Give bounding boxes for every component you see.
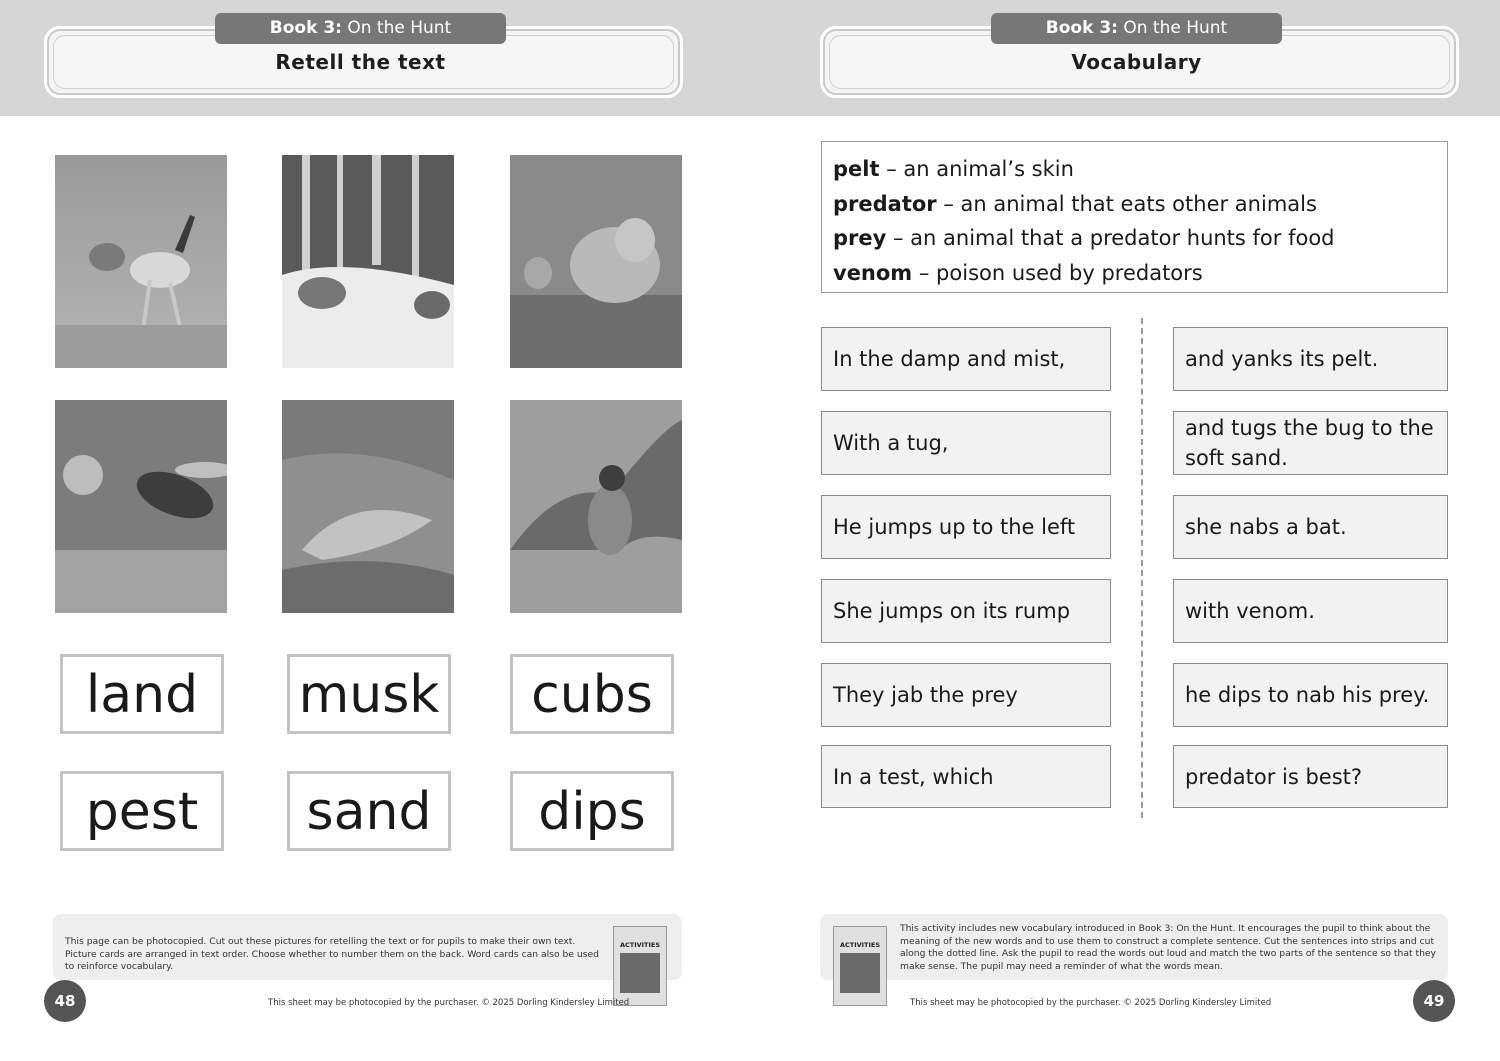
right-page-number: 49: [1413, 980, 1455, 1022]
left-page-number: 48: [44, 980, 86, 1022]
thumbnail-image: [620, 953, 660, 993]
left-page-title: Retell the text: [275, 50, 446, 74]
sentence-start[interactable]: She jumps on its rump: [821, 579, 1111, 643]
book-label-bold: Book 3:: [1045, 18, 1118, 38]
photo-lizard: [282, 400, 454, 613]
photo-falcon: [510, 400, 682, 613]
sentence-start[interactable]: In the damp and mist,: [821, 327, 1111, 391]
word-card[interactable]: pest: [60, 771, 224, 851]
photo-lioness-cub: [510, 155, 682, 368]
sentence-end[interactable]: and tugs the bug to the soft sand.: [1173, 411, 1448, 475]
sentence-start[interactable]: In a test, which: [821, 745, 1111, 808]
sentence-start[interactable]: He jumps up to the left: [821, 495, 1111, 559]
word-card[interactable]: land: [60, 654, 224, 734]
photo-wasp: [55, 400, 227, 613]
vocab-definition: – poison used by predators: [912, 261, 1203, 286]
sentence-end[interactable]: and yanks its pelt.: [1173, 327, 1448, 391]
photo-wolves-snow: [282, 155, 454, 368]
right-footer: This sheet may be photocopied by the purchaser. © 2025 Dorling Kindersley Limited: [910, 998, 1272, 1008]
vocab-definition: – an animal that eats other animals: [936, 191, 1317, 216]
vocab-definition: – an animal that a predator hunts for food: [886, 226, 1335, 251]
right-book-tab: [991, 13, 1282, 44]
vocab-row: [833, 152, 1447, 187]
left-note-text: This page can be photocopied. Cut out these pictures for retelling the text or for pupils to make their own text. Picture cards are arranged in text order. Choose whether to number them on the back. Word cards can also be used to reinforce vocabulary.: [65, 936, 600, 972]
vocabulary-box: [821, 141, 1448, 293]
word-card[interactable]: sand: [287, 771, 451, 851]
left-book-tab: [215, 13, 506, 44]
cut-line-divider: [1141, 318, 1143, 818]
book-label-title: On the Hunt: [347, 18, 452, 38]
vocab-term: venom: [833, 261, 913, 286]
thumbnail-title: ACTIVITIES: [619, 941, 661, 949]
vocab-term: prey: [833, 226, 887, 251]
vocab-term: predator: [833, 191, 937, 216]
sentence-start[interactable]: They jab the prey: [821, 663, 1111, 727]
right-note-text: This activity includes new vocabulary introduced in Book 3: On the Hunt. It encourages the pupil to think about the meaning of the new words and to use them to construct a complete sentence. Cut the sentences into strips and cut along the dotted line. Ask the pupil to read the words out loud and match the two parts of the sentence so that they make sense. The pupil may need a reminder of what the words mean.: [900, 923, 1436, 972]
left-footer: This sheet may be photocopied by the purchaser. © 2025 Dorling Kindersley Limited: [268, 998, 630, 1008]
thumbnail-image: [840, 953, 880, 993]
sentence-end[interactable]: predator is best?: [1173, 745, 1448, 808]
book-label-title: On the Hunt: [1123, 18, 1228, 38]
photo-cheetah-gazelle: [55, 155, 227, 368]
sentence-start[interactable]: With a tug,: [821, 411, 1111, 475]
word-card[interactable]: dips: [510, 771, 674, 851]
vocab-row: [833, 256, 1447, 291]
sentence-end[interactable]: he dips to nab his prey.: [1173, 663, 1448, 727]
word-card[interactable]: musk: [287, 654, 451, 734]
thumbnail-title: ACTIVITIES: [839, 941, 881, 949]
activities-book-thumbnail: [833, 926, 887, 1006]
activities-book-thumbnail: [613, 926, 667, 1006]
vocab-definition: – an animal’s skin: [879, 157, 1074, 181]
vocab-row: [833, 221, 1447, 256]
vocab-row: [833, 187, 1447, 222]
sentence-end[interactable]: she nabs a bat.: [1173, 495, 1448, 559]
word-card[interactable]: cubs: [510, 654, 674, 734]
vocab-term: pelt: [833, 157, 880, 181]
book-label-bold: Book 3:: [269, 18, 342, 38]
sentence-end[interactable]: with venom.: [1173, 579, 1448, 643]
right-page-title: Vocabulary: [1071, 50, 1202, 74]
